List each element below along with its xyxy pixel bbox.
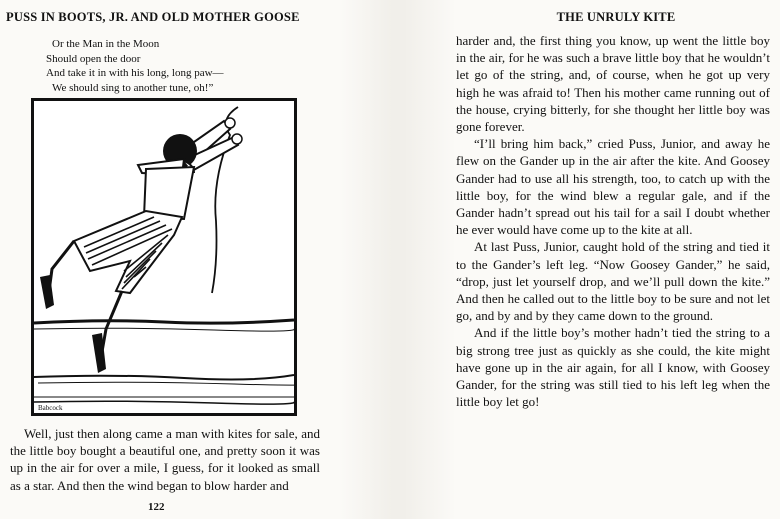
paragraph: “I’ll bring him back,” cried Puss, Junior, and away he flew on the Gander up in the air after the kite. And Goosey Gander had to use all his strength, too, to catch up with the little boy, for the wind blew a regular gale, and if the Gander hadn’t spread out his tail for a sail I doubt whether he ever would have come up to the kite at all. [456,136,770,238]
left-paragraph: Well, just then along came a man with kites for sale, and the little boy bought a beautiful one, and pretty soon it was up in the air for over a mile, I guess, for it looked as small as a star. And then the wind began to blow harder and [10,426,320,493]
boy-flying-kite-illustration [31,98,297,416]
verse-stanza [46,37,224,95]
verse-line: We should sing to another tune, oh!” [52,81,214,94]
right-running-head: THE UNRULY KITE [556,10,676,24]
ground-lines [34,320,294,404]
right-page [456,0,776,519]
paragraph: At last Puss, Junior, caught hold of the string and tied it to the Gander’s left leg. “Now Goosey Gander,” he said, “drop, just let yourself drop, and we’ll pull down the kite.” And then he called out to the little boy to be sure and not let go, and by and by they came down to the ground. [456,239,770,324]
paragraph: harder and, the first thing you know, up went the little boy in the air, for he was such a brave little boy that he wouldn’t let go of the string, and, of course, when he got up very high he was afraid to! Then his mother came running out of the house, crying bitterly, for she thought her little boy was gone forever. [456,33,770,135]
left-running-head: PUSS IN BOOTS, JR. AND OLD MOTHER GOOSE [6,10,300,24]
verse-line: Should open the door [46,52,141,65]
page-number: 122 [148,501,165,513]
left-page [0,0,340,519]
right-page-body [456,32,770,410]
paragraph: And if the little boy’s mother hadn’t tied the string to a big strong tree just as quickly as she could, the kite might have gone up in the air again, for all I know, with Goosey Gander, for the string was still tied to his left leg when the little boy let go! [456,325,770,410]
artist-signature: Babcock [38,404,63,412]
verse-line: And take it in with his long, long paw— [46,67,224,79]
boy-figure [40,118,242,373]
book-gutter [340,0,456,519]
verse-line: Or the Man in the Moon [52,38,160,50]
